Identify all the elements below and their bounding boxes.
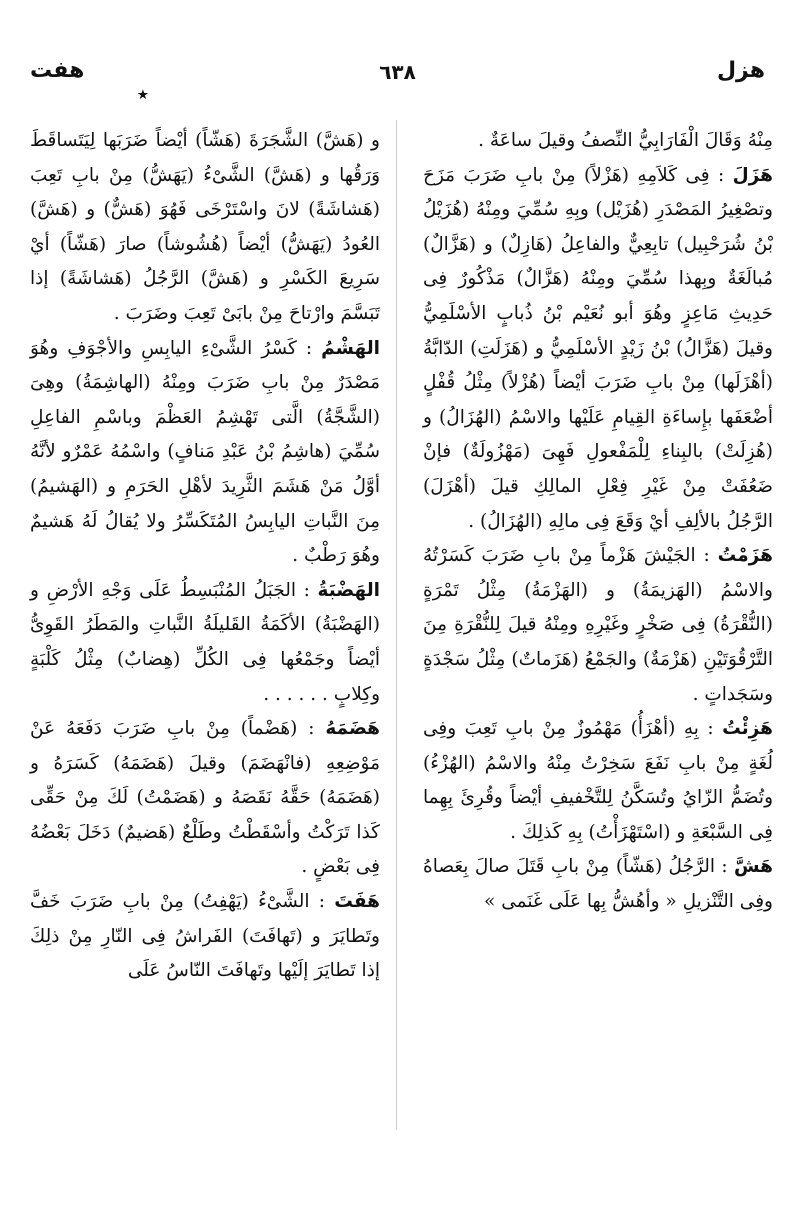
entry-hadamahu bbox=[30, 712, 380, 885]
entry-headword: هَزَمْتُ bbox=[717, 545, 773, 567]
entry-hazamtu bbox=[423, 539, 773, 712]
page-number: ٦٣٨ bbox=[379, 60, 416, 84]
running-head-right: هزل bbox=[716, 58, 765, 83]
entry-headword: الهَشْمُ bbox=[321, 337, 380, 359]
column-divider bbox=[396, 120, 397, 1130]
entry-text: : كَسْرُ الشَّىْءِ اليابِسِ والأجْوَفِ وهُوَ مَصْدَرٌ مِنْ بابِ ضَرَبَ ومِنْهُ (الهاشِمَةُ) وهِىَ (الشَّجَّةُ) الَّتى تَهْشِمُ العَظْمَ وباسْمِ الفاعِلِ سُمِّيَ (هاشِمُ بْنُ عَبْدِ مَنافٍ) واسْمُهُ عَمْرٌو لأنَّهُ أوَّلُ مَنْ هَشَمَ الثَّرِيدَ لأهْلِ الحَرَمِ و (الهَشيمُ) مِنَ النَّباتِ اليابِسُ المُتَكَسِّرُ ولا يُقالُ لَهُ هَشيمٌ وهُوَ رَطْبٌ . bbox=[30, 337, 380, 567]
right-column bbox=[423, 124, 773, 920]
entry-continuation bbox=[30, 124, 380, 332]
entry-headword: هَزِئْتُ bbox=[722, 718, 773, 740]
entry-text: : (هَضْماً) مِنْ بابِ ضَرَبَ دَفَعَهُ عَنْ مَوْضِعِهِ (فانْهَضَمَ) وقيلَ (هَضَمَهُ) كَسَرَهُ و (هَضَمَهُ) حَقَّهُ نَقَصَهُ و (هَضَمْتُ) لَكَ مِنْ حَقِّى كَذا تَرَكْتُ وأسْقَطْتُ وطَلْعٌ (هَضيمٌ) دَخَلَ بَعْضُهُ فِى بَعْضٍ . bbox=[30, 718, 380, 878]
entry-alhadba bbox=[30, 574, 380, 712]
entry-headword: هَفَتَ bbox=[334, 891, 380, 913]
left-column bbox=[30, 124, 380, 989]
corner-mark: ٭ bbox=[138, 84, 148, 105]
entry-text: مِنْهُ وَقَالَ الْفَارَابِيُّ النِّصفُ وقيلَ ساعَةٌ . bbox=[478, 130, 773, 151]
entry-headword: هَزَلَ bbox=[732, 164, 773, 186]
entry-headword: هَضَمَهُ bbox=[325, 718, 381, 740]
entry-text: : الجَيْشَ هَزْماً مِنْ بابِ ضَرَبَ كَسَرْتُهُ والاسْمُ (الهَزيمَةُ) و (الهَزْمَةُ) مِثْلُ تَمْرَةٍ (النُّقْرَةُ) فِى صَخْرٍ وغَيْرِهِ ومِنْهُ قيلَ لِلنُّقْرَةِ مِنَ التَّرْقُوَتَيْنِ (هَزْمَةٌ) والجَمْعُ (هَزَماتٌ) مِثْلُ سَجْدَةٍ وسَجَداتٍ . bbox=[423, 545, 773, 705]
entry-headword: الهَضْبَةُ bbox=[317, 579, 380, 601]
entry-text: : الجَبَلُ المُنْبَسِطُ عَلَى وَجْهِ الأرْضِ و (الهَضْبَةُ) الأكَمَةُ القَليلَةُ النَّباتِ والمَطَرُ القَوِىُّ أيْضاً وجَمْعُها فِى الكُلِّ (هِضابٌ) مِثْلُ كَلْبَةٍ وكِلابٍ . . . . . . bbox=[30, 579, 380, 705]
entry-hashsha bbox=[423, 850, 773, 919]
page-header bbox=[30, 48, 765, 105]
entry-text: و (هَشَّ) الشَّجَرَةَ (هَشّاً) أيْضاً ضَرَبَها لِيَتَساقَطَ وَرَقُها و (هَشَّ) الشَّىْءُ (يَهَشُّ) مِنْ بابِ تَعِبَ (هَشاشَةً) لانَ واسْتَرْخَى فَهُوَ (هَشٌّ) و (هَشَّ) العُودُ (يَهَشُّ) أيْضاً (هُشُوشاً) صارَ (هَشّاً) أيْ سَرِيعَ الكَسْرِ و (هَشَّ) الرَّجُلُ (هَشاشَةً) إذا تَبَسَّمَ وارْتاحَ مِنْ بابَىْ تَعِبَ وضَرَبَ . bbox=[30, 130, 380, 324]
entry-hazala bbox=[423, 159, 773, 540]
entry-headword: هَشَّ bbox=[734, 856, 773, 878]
entry-text: : فِى كَلاَمِهِ (هَزْلاً) مِنْ بابِ ضَرَبَ مَزَحَ وتصْغِيرُ المَصْدَرِ (هُزَيْل) وبِهِ سُمِّيَ ومِنْهُ (هُزَيْلُ بْنُ شُرَحْبِيل) تابِعِيٌّ والفاعِلُ (هَازِلٌ) و (هَزَّالٌ) مُبالَغَةٌ وبِهذا سُمِّيَ ومِنْهُ (هَزَّالٌ) مَذْكُورٌ فِى حَدِيثِ مَاعِزٍ وهُوَ أبو نُعَيْم بْنُ ذُبابٍ الأسْلَمِيُّ وقيلَ (هَزَّالُ) بْنُ زَيْدٍ الأسْلَمِيُّ و (هَزَلَتِ) الدّابَّةُ (أهْزَلَها) مِنْ بابِ ضَرَبَ أيْضاً (هُزْلاً) مِثْلُ قُفْلٍ أضْعَفَها بإِساءَةِ القِيامِ عَلَيْها والاسْمُ (الهُزَالُ) و (هُزِلَتْ) بالبِناءِ لِلْمَفْعولِ فَهِىَ (مَهْزُولَةٌ) فإنْ ضَعُفَتْ مِنْ غَيْرِ فِعْلِ المالِكِ قيلَ (أهْزَلَ) الرَّجُلُ بالألِفِ أيْ وَقَعَ فِى مالِهِ (الهُزَالُ) . bbox=[423, 164, 773, 532]
entry-alhashm bbox=[30, 332, 380, 574]
entry-continuation bbox=[423, 124, 773, 159]
running-head-left: هفت bbox=[30, 58, 85, 83]
entry-text: : الشَّىْءُ (يَهْفِتُ) مِنْ بابِ ضَرَبَ خَفَّ وتَطايَرَ و (تَهافَتَ) الفَراشُ فِى النّارِ مِنْ ذلِكَ إذا تَطايَرَ إلَيْها وتَهافَتَ النّاسُ عَلَى bbox=[30, 891, 380, 982]
entry-text: : الرَّجُلُ (هَشّاً) مِنْ بابِ قَتَلَ صالَ بِعَصاهُ وفِى التَّنْزيلِ « وأهُشُّ بِها عَلَى غَنَمى » bbox=[423, 856, 773, 913]
entry-hazi-tu bbox=[423, 712, 773, 850]
entry-text: : بِهِ (أهْزَأُ) مَهْمُوزٌ مِنْ بابِ تَعِبَ وفِى لُغَةٍ مِنْ بابِ نَفَعَ سَخِرْتُ مِنْهُ والاسْمُ (الهُزْءُ) وتُضَمُّ الزّايُ وتُسَكَّنُ لِلتَّخْفيفِ أيْضاً وقُرِئَ بِهِما فِى السَّبْعَةِ و (اسْتَهْزَأْتُ) بِهِ كَذلِكَ . bbox=[423, 718, 773, 843]
entry-hafata bbox=[30, 885, 380, 989]
